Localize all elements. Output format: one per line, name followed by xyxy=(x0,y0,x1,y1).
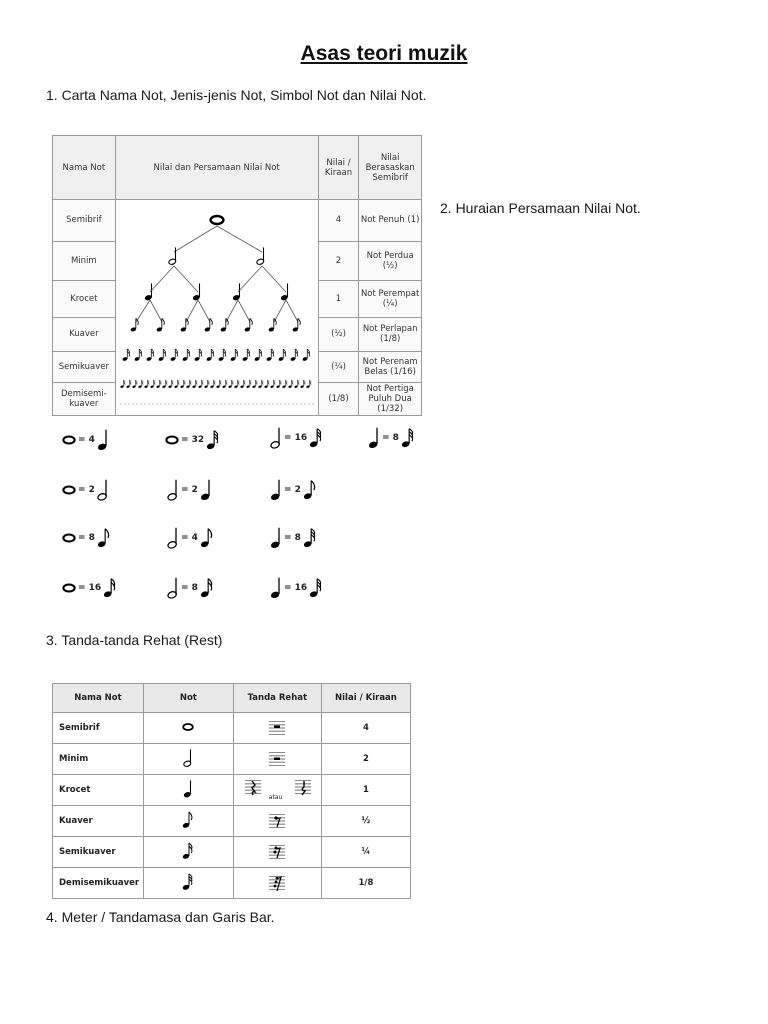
tree-demisemiquaver xyxy=(306,380,311,388)
equation-value: = 8 xyxy=(382,433,399,443)
demisemiquaver-icon xyxy=(206,428,220,452)
equation-value: = 16 xyxy=(284,433,308,443)
rest-row-name-semibrif: Semibrif xyxy=(53,713,144,744)
rest-row-name-krocet: Krocet xyxy=(53,775,144,806)
rest-row-value-semibrif: 4 xyxy=(321,713,410,744)
semiquaver-icon xyxy=(103,576,117,600)
equation-10 xyxy=(270,526,317,550)
tree-semiquaver xyxy=(302,349,309,361)
tree-semiquaver xyxy=(146,349,153,361)
section-heading-2: 2. Huraian Persamaan Nilai Not. xyxy=(440,200,641,216)
header-nilai-kiraan: Nilai / Kiraan xyxy=(318,136,359,200)
tree-semiquaver xyxy=(230,349,237,361)
equation-value: = 4 xyxy=(181,533,198,543)
demisemiquaver-icon xyxy=(401,426,415,450)
note-chart-table xyxy=(52,135,422,416)
semibreve-icon xyxy=(181,721,195,733)
equation-4 xyxy=(368,426,415,450)
tree-demisemiquaver xyxy=(216,380,221,388)
row-count-semikuaver: (¼) xyxy=(318,351,359,382)
section-heading-4: 4. Meter / Tandamasa dan Garis Bar. xyxy=(46,909,275,925)
header-nilai-persamaan: Nilai dan Persamaan Nilai Not xyxy=(115,136,318,200)
quaver-icon xyxy=(182,810,194,830)
tree-demisemiquaver xyxy=(126,380,131,388)
note-tree-diagram xyxy=(116,200,318,412)
equation-6 xyxy=(167,478,212,502)
page-title: Asas teori muzik xyxy=(300,42,468,65)
equation-value: = 2 xyxy=(78,485,95,495)
semiquaver-icon xyxy=(182,841,194,861)
crotchet-icon xyxy=(183,779,193,799)
demisemiquaver-icon xyxy=(303,526,317,550)
rest-row-name-demisemikuaver: Demisemikuaver xyxy=(53,868,144,899)
tree-demisemiquaver xyxy=(288,380,293,388)
rest-row-value-kuaver: ½ xyxy=(321,806,410,837)
equation-value: = 4 xyxy=(78,435,95,445)
equation-13 xyxy=(270,576,323,600)
row-count-demisemikuaver: (1/8) xyxy=(318,382,359,415)
minim-icon xyxy=(270,426,282,450)
demisemiquaver-icon xyxy=(309,576,323,600)
equation-value: = 8 xyxy=(78,533,95,543)
row-name-krocet: Krocet xyxy=(53,280,116,317)
row-count-kuaver: (½) xyxy=(318,318,359,351)
section-heading-1: 1. Carta Nama Not, Jenis-jenis Not, Simbol Not dan Nilai Not. xyxy=(46,87,427,103)
tree-demisemiquaver xyxy=(210,380,215,388)
minim-icon xyxy=(167,478,179,502)
semibreve-icon xyxy=(62,483,76,497)
tree-demisemiquaver xyxy=(198,380,203,388)
tree-demisemiquaver xyxy=(222,380,227,388)
tree-semiquaver xyxy=(278,349,285,361)
tree-semiquaver xyxy=(158,349,165,361)
demisemiquaver-icon xyxy=(182,872,194,892)
tree-semiquaver xyxy=(206,349,213,361)
atau-label: atau xyxy=(268,794,283,801)
quaver-icon xyxy=(303,478,317,502)
tree-semiquaver xyxy=(266,349,273,361)
equation-value: = 16 xyxy=(284,583,308,593)
tree-demisemiquaver xyxy=(264,380,269,388)
tree-demisemiquaver xyxy=(186,380,191,388)
tree-semiquaver xyxy=(134,349,141,361)
crotchet-rest-icon xyxy=(244,778,262,796)
tree-demisemiquaver xyxy=(204,380,209,388)
tree-demisemiquaver xyxy=(282,380,287,388)
rest-row-value-minim: 2 xyxy=(321,744,410,775)
minim-icon xyxy=(167,526,179,550)
minim-rest-icon xyxy=(268,750,286,768)
tree-demisemiquaver xyxy=(138,380,143,388)
crotchet-icon xyxy=(200,478,212,502)
equation-12 xyxy=(167,576,214,600)
row-name-demisemikuaver: Demisemi-kuaver xyxy=(53,382,116,415)
tree-semiquaver xyxy=(182,349,189,361)
tree-demisemiquaver xyxy=(258,380,263,388)
tree-semiquaver xyxy=(254,349,261,361)
row-count-semibrif: 4 xyxy=(318,200,359,242)
minim-icon xyxy=(97,478,109,502)
equation-9 xyxy=(167,526,214,550)
row-basis-minim: Not Perdua (½) xyxy=(359,241,422,280)
rest-header-nama-not: Nama Not xyxy=(53,684,144,713)
rest-row-value-krocet: 1 xyxy=(321,775,410,806)
tree-demisemiquaver xyxy=(168,380,173,388)
section-heading-3: 3. Tanda-tanda Rehat (Rest) xyxy=(46,632,223,648)
row-name-semikuaver: Semikuaver xyxy=(53,351,116,382)
tree-demisemiquaver xyxy=(144,380,149,388)
tree-demisemiquaver xyxy=(132,380,137,388)
row-name-minim: Minim xyxy=(53,241,116,280)
semiquaver-rest-icon xyxy=(268,843,286,861)
semibreve-icon xyxy=(62,433,76,447)
equation-value: = 16 xyxy=(78,583,102,593)
header-nilai-semibrif: Nilai Berasaskan Semibrif xyxy=(359,136,422,200)
quaver-icon xyxy=(97,526,111,550)
row-count-minim: 2 xyxy=(318,241,359,280)
equation-8 xyxy=(62,526,111,550)
row-basis-kuaver: Not Perlapan (1/8) xyxy=(359,318,422,351)
row-basis-semibrif: Not Penuh (1) xyxy=(359,200,422,242)
tree-demisemiquaver xyxy=(276,380,281,388)
tree-semiquaver xyxy=(170,349,177,361)
crotchet-icon xyxy=(368,426,380,450)
demisemiquaver-rest-icon xyxy=(268,874,286,892)
tree-semiquaver xyxy=(194,349,201,361)
tree-demisemiquaver xyxy=(180,380,185,388)
tree-semiquaver xyxy=(122,349,129,361)
rest-row-name-minim: Minim xyxy=(53,744,144,775)
equation-value: = 8 xyxy=(181,583,198,593)
rest-header-nilai-kiraan: Nilai / Kiraan xyxy=(321,684,410,713)
equation-7 xyxy=(270,478,317,502)
row-basis-krocet: Not Perempat (¼) xyxy=(359,280,422,317)
minim-icon xyxy=(183,748,193,768)
equation-value: = 2 xyxy=(284,485,301,495)
rest-header-tanda-rehat: Tanda Rehat xyxy=(233,684,321,713)
tree-demisemiquaver xyxy=(156,380,161,388)
note-tree xyxy=(115,200,318,416)
equation-5 xyxy=(62,478,109,502)
tree-demisemiquaver xyxy=(228,380,233,388)
row-name-kuaver: Kuaver xyxy=(53,318,116,351)
crotchet-icon xyxy=(97,428,109,452)
rest-row-name-kuaver: Kuaver xyxy=(53,806,144,837)
header-nama-not: Nama Not xyxy=(53,136,116,200)
semibreve-icon xyxy=(165,433,179,447)
tree-semiquaver xyxy=(242,349,249,361)
tree-demisemiquaver xyxy=(270,380,275,388)
quaver-icon xyxy=(200,526,214,550)
quaver-rest-icon xyxy=(268,812,286,830)
rest-row-name-semikuaver: Semikuaver xyxy=(53,837,144,868)
tree-demisemiquaver xyxy=(252,380,257,388)
tree-demisemiquaver xyxy=(294,380,299,388)
tree-demisemiquaver xyxy=(174,380,179,388)
rest-row-value-semikuaver: ¼ xyxy=(321,837,410,868)
tree-demisemiquaver xyxy=(240,380,245,388)
tree-demisemiquaver xyxy=(150,380,155,388)
equation-3 xyxy=(270,426,323,450)
crotchet-rest-alt-icon xyxy=(294,778,312,796)
demisemiquaver-icon xyxy=(309,426,323,450)
rest-row-value-demisemikuaver: 1/8 xyxy=(321,868,410,899)
tree-semiquaver xyxy=(290,349,297,361)
crotchet-icon xyxy=(270,576,282,600)
tree-demisemiquaver xyxy=(300,380,305,388)
equation-value: = 2 xyxy=(181,485,198,495)
equation-value: = 8 xyxy=(284,533,301,543)
tree-demisemiquaver xyxy=(120,380,125,388)
row-basis-semikuaver: Not Perenam Belas (1/16) xyxy=(359,351,422,382)
semiquaver-icon xyxy=(200,576,214,600)
crotchet-icon xyxy=(270,478,282,502)
equation-11 xyxy=(62,576,117,600)
equation-2 xyxy=(165,428,220,452)
tree-semiquaver xyxy=(218,349,225,361)
semibreve-icon xyxy=(62,531,76,545)
semibreve-icon xyxy=(62,581,76,595)
rest-header-not: Not xyxy=(143,684,233,713)
tree-demisemiquaver xyxy=(192,380,197,388)
row-name-semibrif: Semibrif xyxy=(53,200,116,242)
tree-demisemiquaver xyxy=(246,380,251,388)
tree-demisemiquaver xyxy=(162,380,167,388)
row-count-krocet: 1 xyxy=(318,280,359,317)
equation-1 xyxy=(62,428,109,452)
row-basis-demisemikuaver: Not Pertiga Puluh Dua (1/32) xyxy=(359,382,422,415)
equation-value: = 32 xyxy=(181,435,205,445)
rest-table xyxy=(52,683,411,899)
tree-demisemiquaver xyxy=(234,380,239,388)
crotchet-icon xyxy=(270,526,282,550)
semibreve-rest-icon xyxy=(268,719,286,737)
minim-icon xyxy=(167,576,179,600)
